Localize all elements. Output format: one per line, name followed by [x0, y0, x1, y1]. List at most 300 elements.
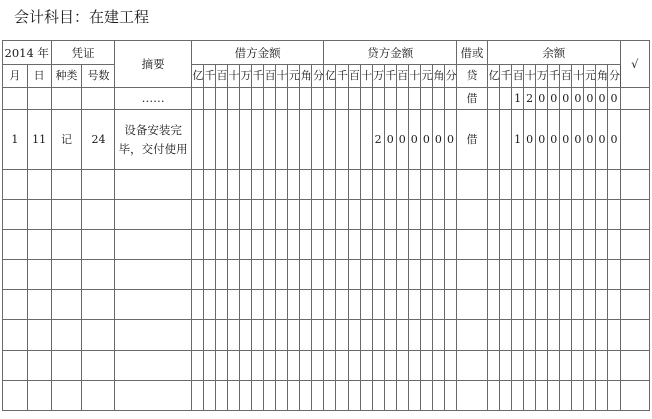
credit-digit-cell — [324, 199, 336, 229]
credit-digit-cell — [384, 380, 396, 410]
credit-digit-cell — [444, 169, 456, 199]
debit-digit-cell — [276, 320, 288, 350]
voucher-type-cell — [51, 380, 82, 410]
balance-digit-cell — [596, 380, 608, 410]
summary-cell: 设备安装完毕，交付使用 — [115, 110, 191, 169]
day-cell — [27, 88, 51, 110]
balance-unit-header: 千 — [548, 65, 560, 88]
debit-digit-cell — [227, 350, 239, 380]
credit-digit-cell — [348, 110, 360, 169]
balance-digit-cell — [584, 229, 596, 259]
balance-digit-cell — [524, 320, 536, 350]
voucher-type-cell — [51, 229, 82, 259]
balance-digit-cell — [512, 260, 524, 290]
debit-unit-header: 分 — [312, 65, 324, 88]
direction-cell: 借 — [457, 88, 488, 110]
debit-digit-cell — [276, 380, 288, 410]
balance-digit-cell — [608, 260, 620, 290]
credit-digit-cell — [348, 169, 360, 199]
debit-unit-header: 角 — [300, 65, 312, 88]
credit-digit-cell — [432, 199, 444, 229]
day-cell — [27, 260, 51, 290]
voucher-header: 凭证 — [51, 41, 115, 65]
balance-digit-cell — [560, 260, 572, 290]
credit-digit-cell — [324, 290, 336, 320]
balance-digit-cell — [596, 290, 608, 320]
balance-digit-cell — [488, 110, 500, 169]
debit-digit-cell — [276, 290, 288, 320]
credit-unit-header: 分 — [444, 65, 456, 88]
balance-digit-cell — [536, 380, 548, 410]
ledger-table — [2, 40, 650, 411]
debit-digit-cell — [312, 110, 324, 169]
credit-digit-cell — [420, 290, 432, 320]
balance-digit-cell: 0 — [560, 88, 572, 110]
credit-digit-cell — [432, 320, 444, 350]
credit-unit-header: 元 — [420, 65, 432, 88]
balance-digit-cell — [536, 199, 548, 229]
debit-digit-cell — [300, 110, 312, 169]
balance-unit-header: 亿 — [488, 65, 500, 88]
balance-digit-cell — [512, 380, 524, 410]
credit-digit-cell — [372, 169, 384, 199]
credit-digit-cell — [372, 88, 384, 110]
balance-digit-cell — [584, 290, 596, 320]
debit-digit-cell — [240, 260, 252, 290]
balance-digit-cell — [608, 380, 620, 410]
balance-digit-cell — [572, 320, 584, 350]
balance-unit-header: 万 — [536, 65, 548, 88]
credit-unit-header: 万 — [372, 65, 384, 88]
balance-digit-cell — [608, 199, 620, 229]
debit-digit-cell — [227, 380, 239, 410]
summary-header: 摘要 — [115, 41, 191, 88]
check-cell — [620, 110, 649, 169]
direction-header-bottom: 贷 — [457, 65, 488, 88]
balance-digit-cell: 0 — [584, 110, 596, 169]
credit-digit-cell — [336, 169, 348, 199]
voucher-type-cell — [51, 290, 82, 320]
credit-digit-cell — [432, 169, 444, 199]
debit-digit-cell — [203, 350, 215, 380]
balance-digit-cell — [584, 350, 596, 380]
direction-cell — [457, 320, 488, 350]
ledger-row — [3, 110, 650, 169]
debit-digit-cell — [312, 199, 324, 229]
balance-digit-cell — [608, 290, 620, 320]
debit-digit-cell — [227, 88, 239, 110]
debit-digit-cell — [252, 88, 264, 110]
credit-digit-cell — [336, 229, 348, 259]
debit-digit-cell — [191, 199, 203, 229]
balance-digit-cell — [512, 169, 524, 199]
debit-digit-cell — [240, 169, 252, 199]
day-cell — [27, 350, 51, 380]
debit-amount-header: 借方金额 — [191, 41, 324, 65]
credit-digit-cell — [396, 290, 408, 320]
debit-unit-header: 百 — [215, 65, 227, 88]
voucher-number-cell: 24 — [82, 110, 115, 169]
credit-digit-cell — [408, 199, 420, 229]
debit-digit-cell — [252, 350, 264, 380]
credit-digit-cell — [432, 88, 444, 110]
debit-digit-cell — [264, 88, 276, 110]
balance-digit-cell — [548, 290, 560, 320]
empty-ledger-row — [3, 290, 650, 320]
month-cell — [3, 88, 28, 110]
balance-unit-header: 元 — [584, 65, 596, 88]
credit-digit-cell — [336, 199, 348, 229]
balance-digit-cell — [572, 350, 584, 380]
balance-digit-cell — [572, 199, 584, 229]
balance-digit-cell — [536, 169, 548, 199]
empty-ledger-row — [3, 350, 650, 380]
credit-digit-cell — [372, 380, 384, 410]
empty-ledger-row — [3, 260, 650, 290]
month-cell — [3, 199, 28, 229]
debit-digit-cell — [252, 290, 264, 320]
month-header: 月 — [3, 65, 28, 88]
balance-digit-cell — [524, 290, 536, 320]
balance-digit-cell — [560, 199, 572, 229]
debit-digit-cell — [276, 88, 288, 110]
credit-digit-cell: 0 — [432, 110, 444, 169]
account-title: 会计科目：在建工程 — [14, 8, 150, 26]
debit-digit-cell — [312, 260, 324, 290]
month-cell — [3, 169, 28, 199]
summary-cell — [115, 290, 191, 320]
credit-digit-cell — [324, 320, 336, 350]
voucher-number-cell — [82, 350, 115, 380]
credit-digit-cell — [324, 88, 336, 110]
credit-digit-cell — [396, 260, 408, 290]
debit-digit-cell — [240, 199, 252, 229]
debit-unit-header: 十 — [227, 65, 239, 88]
balance-digit-cell — [536, 229, 548, 259]
credit-digit-cell — [444, 350, 456, 380]
balance-digit-cell — [596, 350, 608, 380]
debit-digit-cell — [215, 229, 227, 259]
voucher-type-cell — [51, 169, 82, 199]
debit-digit-cell — [240, 88, 252, 110]
credit-digit-cell — [324, 260, 336, 290]
debit-digit-cell — [191, 110, 203, 169]
credit-digit-cell — [432, 229, 444, 259]
balance-digit-cell: 0 — [584, 88, 596, 110]
balance-digit-cell — [596, 260, 608, 290]
balance-digit-cell — [488, 290, 500, 320]
credit-digit-cell — [384, 350, 396, 380]
check-cell — [620, 169, 649, 199]
debit-digit-cell — [264, 169, 276, 199]
credit-digit-cell: 0 — [408, 110, 420, 169]
debit-digit-cell — [203, 290, 215, 320]
credit-unit-header: 百 — [348, 65, 360, 88]
balance-digit-cell: 0 — [536, 88, 548, 110]
month-cell: 1 — [3, 110, 28, 169]
balance-header: 余额 — [488, 41, 621, 65]
debit-digit-cell — [276, 110, 288, 169]
debit-digit-cell — [203, 380, 215, 410]
credit-digit-cell — [336, 110, 348, 169]
direction-cell — [457, 229, 488, 259]
debit-digit-cell — [288, 229, 300, 259]
debit-digit-cell — [264, 110, 276, 169]
summary-cell — [115, 350, 191, 380]
credit-digit-cell: 0 — [420, 110, 432, 169]
debit-digit-cell — [300, 320, 312, 350]
debit-digit-cell — [191, 350, 203, 380]
credit-digit-cell: 0 — [384, 110, 396, 169]
month-cell — [3, 290, 28, 320]
header-row-2 — [3, 65, 650, 88]
credit-digit-cell — [336, 260, 348, 290]
debit-digit-cell — [288, 88, 300, 110]
balance-digit-cell — [488, 199, 500, 229]
balance-digit-cell: 0 — [548, 110, 560, 169]
credit-digit-cell — [396, 169, 408, 199]
debit-digit-cell — [300, 260, 312, 290]
voucher-number-cell — [82, 290, 115, 320]
credit-digit-cell — [408, 380, 420, 410]
credit-digit-cell — [360, 290, 372, 320]
debit-digit-cell — [191, 320, 203, 350]
debit-digit-cell — [215, 110, 227, 169]
credit-digit-cell — [348, 350, 360, 380]
balance-digit-cell: 0 — [596, 88, 608, 110]
day-cell — [27, 380, 51, 410]
balance-digit-cell — [512, 199, 524, 229]
balance-unit-header: 分 — [608, 65, 620, 88]
credit-digit-cell — [420, 88, 432, 110]
debit-digit-cell — [215, 260, 227, 290]
direction-cell — [457, 380, 488, 410]
debit-digit-cell — [312, 290, 324, 320]
summary-cell — [115, 229, 191, 259]
balance-digit-cell — [500, 110, 512, 169]
debit-digit-cell — [215, 169, 227, 199]
credit-digit-cell — [420, 199, 432, 229]
balance-digit-cell — [560, 169, 572, 199]
debit-digit-cell — [191, 380, 203, 410]
month-cell — [3, 229, 28, 259]
balance-digit-cell — [584, 380, 596, 410]
debit-digit-cell — [240, 380, 252, 410]
balance-digit-cell — [500, 380, 512, 410]
day-cell: 11 — [27, 110, 51, 169]
day-cell — [27, 229, 51, 259]
debit-digit-cell — [252, 199, 264, 229]
empty-ledger-row — [3, 320, 650, 350]
credit-unit-header: 亿 — [324, 65, 336, 88]
balance-digit-cell — [488, 229, 500, 259]
debit-digit-cell — [300, 290, 312, 320]
balance-digit-cell: 0 — [536, 110, 548, 169]
credit-digit-cell — [396, 320, 408, 350]
credit-digit-cell — [372, 350, 384, 380]
month-cell — [3, 320, 28, 350]
balance-digit-cell — [572, 380, 584, 410]
month-cell — [3, 260, 28, 290]
check-cell — [620, 260, 649, 290]
debit-digit-cell — [312, 350, 324, 380]
balance-unit-header: 角 — [596, 65, 608, 88]
year-header: 2014 年 — [3, 41, 52, 65]
balance-digit-cell: 0 — [548, 88, 560, 110]
balance-digit-cell — [524, 350, 536, 380]
credit-digit-cell — [360, 229, 372, 259]
credit-unit-header: 角 — [432, 65, 444, 88]
credit-digit-cell — [408, 169, 420, 199]
credit-digit-cell — [324, 110, 336, 169]
debit-digit-cell — [203, 110, 215, 169]
balance-digit-cell — [488, 320, 500, 350]
debit-digit-cell — [276, 169, 288, 199]
balance-digit-cell — [500, 260, 512, 290]
debit-digit-cell — [288, 199, 300, 229]
debit-digit-cell — [288, 110, 300, 169]
check-cell — [620, 88, 649, 110]
credit-digit-cell — [444, 320, 456, 350]
credit-digit-cell — [444, 199, 456, 229]
credit-digit-cell — [324, 380, 336, 410]
balance-digit-cell — [488, 169, 500, 199]
balance-digit-cell — [488, 88, 500, 110]
credit-digit-cell — [348, 320, 360, 350]
debit-digit-cell — [215, 199, 227, 229]
credit-digit-cell — [348, 199, 360, 229]
balance-digit-cell — [524, 199, 536, 229]
check-cell — [620, 199, 649, 229]
voucher-number-cell — [82, 320, 115, 350]
credit-digit-cell — [396, 229, 408, 259]
debit-digit-cell — [264, 380, 276, 410]
balance-digit-cell — [548, 380, 560, 410]
balance-digit-cell — [560, 290, 572, 320]
balance-digit-cell: 0 — [596, 110, 608, 169]
direction-cell — [457, 199, 488, 229]
credit-digit-cell — [348, 88, 360, 110]
debit-digit-cell — [227, 320, 239, 350]
voucher-number-cell — [82, 169, 115, 199]
empty-ledger-row — [3, 169, 650, 199]
credit-digit-cell — [372, 229, 384, 259]
check-cell — [620, 350, 649, 380]
balance-digit-cell — [500, 88, 512, 110]
credit-digit-cell — [444, 380, 456, 410]
credit-digit-cell — [360, 350, 372, 380]
credit-digit-cell: 0 — [444, 110, 456, 169]
balance-digit-cell: 1 — [512, 110, 524, 169]
summary-cell: …… — [115, 88, 191, 110]
credit-unit-header: 千 — [384, 65, 396, 88]
credit-digit-cell — [408, 88, 420, 110]
credit-digit-cell — [444, 260, 456, 290]
credit-digit-cell — [420, 380, 432, 410]
debit-unit-header: 千 — [252, 65, 264, 88]
debit-digit-cell — [264, 320, 276, 350]
credit-digit-cell — [336, 290, 348, 320]
balance-digit-cell — [596, 169, 608, 199]
debit-digit-cell — [215, 290, 227, 320]
balance-digit-cell: 2 — [524, 88, 536, 110]
balance-digit-cell — [572, 260, 584, 290]
credit-digit-cell — [420, 169, 432, 199]
balance-digit-cell — [536, 350, 548, 380]
balance-digit-cell — [500, 169, 512, 199]
voucher-number-header: 号数 — [82, 65, 115, 88]
debit-unit-header: 百 — [264, 65, 276, 88]
credit-digit-cell — [348, 380, 360, 410]
balance-digit-cell — [608, 320, 620, 350]
credit-digit-cell — [420, 229, 432, 259]
balance-digit-cell: 0 — [560, 110, 572, 169]
debit-digit-cell — [240, 320, 252, 350]
debit-digit-cell — [276, 350, 288, 380]
check-cell — [620, 229, 649, 259]
debit-digit-cell — [203, 260, 215, 290]
voucher-number-cell — [82, 229, 115, 259]
balance-digit-cell — [548, 260, 560, 290]
balance-digit-cell — [536, 290, 548, 320]
balance-digit-cell — [488, 260, 500, 290]
balance-digit-cell — [524, 380, 536, 410]
debit-digit-cell — [264, 350, 276, 380]
direction-cell — [457, 260, 488, 290]
credit-digit-cell — [360, 260, 372, 290]
debit-digit-cell — [300, 199, 312, 229]
balance-unit-header: 百 — [560, 65, 572, 88]
balance-digit-cell — [500, 229, 512, 259]
debit-digit-cell — [252, 380, 264, 410]
balance-digit-cell: 0 — [608, 88, 620, 110]
balance-digit-cell — [596, 229, 608, 259]
debit-digit-cell — [191, 88, 203, 110]
balance-digit-cell — [572, 229, 584, 259]
debit-digit-cell — [227, 169, 239, 199]
balance-digit-cell: 0 — [572, 110, 584, 169]
balance-digit-cell — [560, 380, 572, 410]
credit-digit-cell — [336, 350, 348, 380]
debit-digit-cell — [312, 380, 324, 410]
balance-digit-cell — [488, 380, 500, 410]
balance-digit-cell — [512, 320, 524, 350]
check-mark-header: √ — [620, 41, 649, 88]
debit-digit-cell — [215, 88, 227, 110]
debit-digit-cell — [191, 169, 203, 199]
balance-digit-cell — [560, 320, 572, 350]
debit-digit-cell — [191, 290, 203, 320]
credit-digit-cell — [324, 169, 336, 199]
direction-cell — [457, 290, 488, 320]
balance-digit-cell — [500, 290, 512, 320]
debit-digit-cell — [252, 320, 264, 350]
debit-digit-cell — [264, 229, 276, 259]
balance-digit-cell — [512, 229, 524, 259]
credit-amount-header: 贷方金额 — [324, 41, 457, 65]
balance-digit-cell: 1 — [512, 88, 524, 110]
debit-digit-cell — [312, 229, 324, 259]
credit-digit-cell: 0 — [396, 110, 408, 169]
balance-digit-cell — [512, 290, 524, 320]
month-cell — [3, 380, 28, 410]
debit-digit-cell — [288, 169, 300, 199]
credit-digit-cell — [336, 320, 348, 350]
balance-digit-cell — [512, 350, 524, 380]
header-row-1 — [3, 41, 650, 65]
credit-digit-cell — [324, 350, 336, 380]
balance-digit-cell — [596, 320, 608, 350]
